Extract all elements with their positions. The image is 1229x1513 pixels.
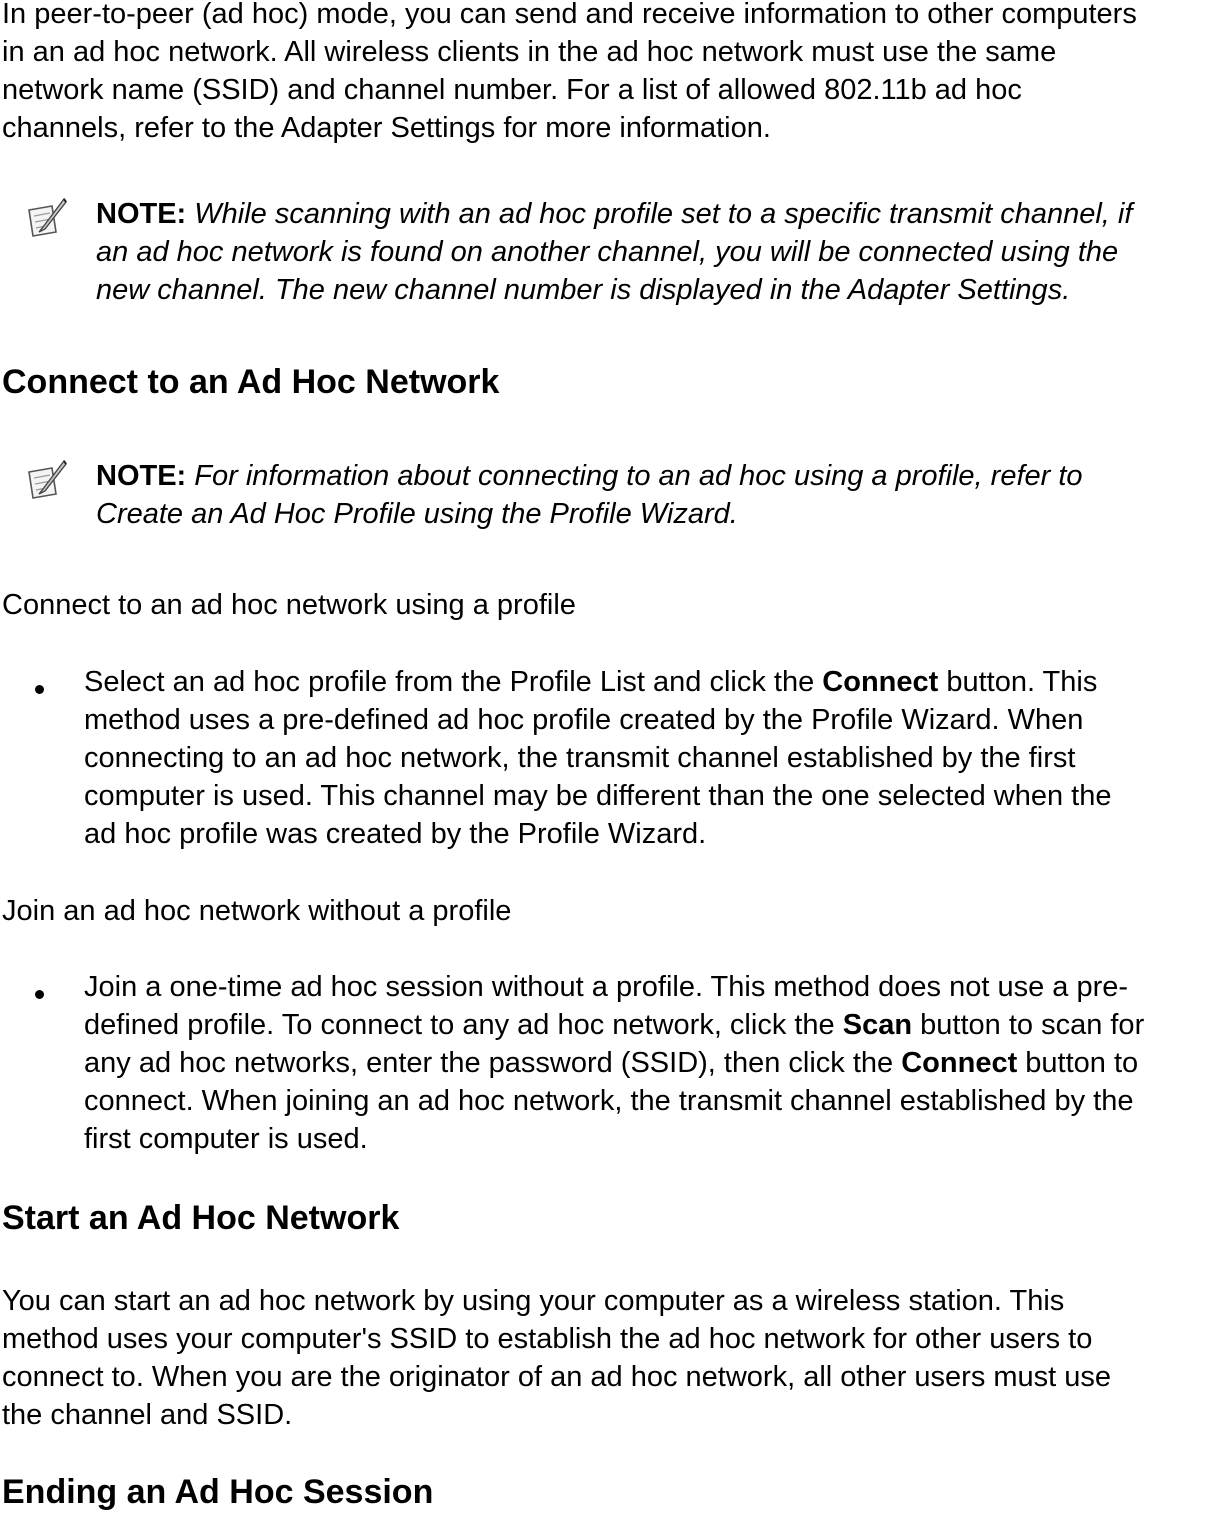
note-text: [96, 457, 1083, 533]
intro-line-1: In peer-to-peer (ad hoc) mode, you can send and receive information to other computers: [2, 0, 1137, 30]
intro-paragraph: [2, 0, 1137, 147]
start-line-1: You can start an ad hoc network by using your computer as a wireless station. This: [2, 1285, 1065, 1317]
intro-line-2: in an ad hoc network. All wireless clients in the ad hoc network must use the same: [2, 36, 1057, 68]
subsection-title-connect-profile: Connect to an ad hoc network using a profile: [2, 589, 576, 621]
scan-button-ref: Scan: [842, 1009, 913, 1041]
text-segment: Join a one-time ad hoc session without a profile. This method does not use a pre-: [84, 971, 1129, 1003]
note-label: NOTE:: [96, 198, 187, 230]
note-line-3: new channel. The new channel number is displayed in the Adapter Settings.: [96, 274, 1071, 306]
text-segment: button. This: [938, 666, 1098, 698]
connect-button-ref: Connect: [822, 666, 939, 698]
text-segment: button to: [1017, 1047, 1139, 1079]
start-paragraph: [2, 1282, 1111, 1434]
connect-button-ref: Connect: [901, 1047, 1018, 1079]
section-heading-connect: Connect to an Ad Hoc Network: [2, 363, 500, 401]
section-heading-start: Start an Ad Hoc Network: [2, 1199, 400, 1237]
text-segment: computer is used. This channel may be different than the one selected when the: [84, 780, 1112, 812]
start-line-2: method uses your computer's SSID to establish the ad hoc network for other users to: [2, 1323, 1093, 1355]
text-segment: method uses a pre-defined ad hoc profile created by the Profile Wizard. When: [84, 704, 1084, 736]
note-line-2: Create an Ad Hoc Profile using the Profile Wizard.: [96, 498, 738, 530]
start-line-4: the channel and SSID.: [2, 1399, 293, 1431]
intro-line-4: channels, refer to the Adapter Settings for more information.: [2, 112, 771, 144]
note-line-2: an ad hoc network is found on another channel, you will be connected using the: [96, 236, 1119, 268]
note-line-1: For information about connecting to an ad hoc using a profile, refer to: [194, 460, 1083, 492]
section-heading-ending: Ending an Ad Hoc Session: [2, 1473, 434, 1511]
text-segment: Select an ad hoc profile from the Profile List and click the: [84, 666, 823, 698]
text-segment: ad hoc profile was created by the Profile Wizard.: [84, 818, 707, 850]
note-line-1: While scanning with an ad hoc profile set to a specific transmit channel, if: [194, 198, 1133, 230]
text-segment: any ad hoc networks, enter the password (SSID), then click the: [84, 1047, 902, 1079]
note-text: [96, 195, 1132, 309]
text-segment: first computer is used.: [84, 1123, 368, 1155]
text-segment: connect. When joining an ad hoc network, the transmit channel established by the: [84, 1085, 1134, 1117]
list-item-text: [84, 663, 1111, 853]
list-item-text: [84, 968, 1144, 1158]
subsection-title-join-noprofile: Join an ad hoc network without a profile: [2, 895, 512, 927]
bullet-icon: [35, 990, 44, 999]
note-pencil-icon: [26, 458, 68, 502]
text-segment: connecting to an ad hoc network, the transmit channel established by the first: [84, 742, 1076, 774]
note-pencil-icon: [26, 196, 68, 240]
text-segment: defined profile. To connect to any ad hoc network, click the: [84, 1009, 843, 1041]
intro-line-3: network name (SSID) and channel number. For a list of allowed 802.11b ad hoc: [2, 74, 1022, 106]
bullet-icon: [35, 685, 44, 694]
text-segment: button to scan for: [912, 1009, 1145, 1041]
start-line-3: connect to. When you are the originator of an ad hoc network, all other users must use: [2, 1361, 1112, 1393]
note-label: NOTE:: [96, 460, 187, 492]
